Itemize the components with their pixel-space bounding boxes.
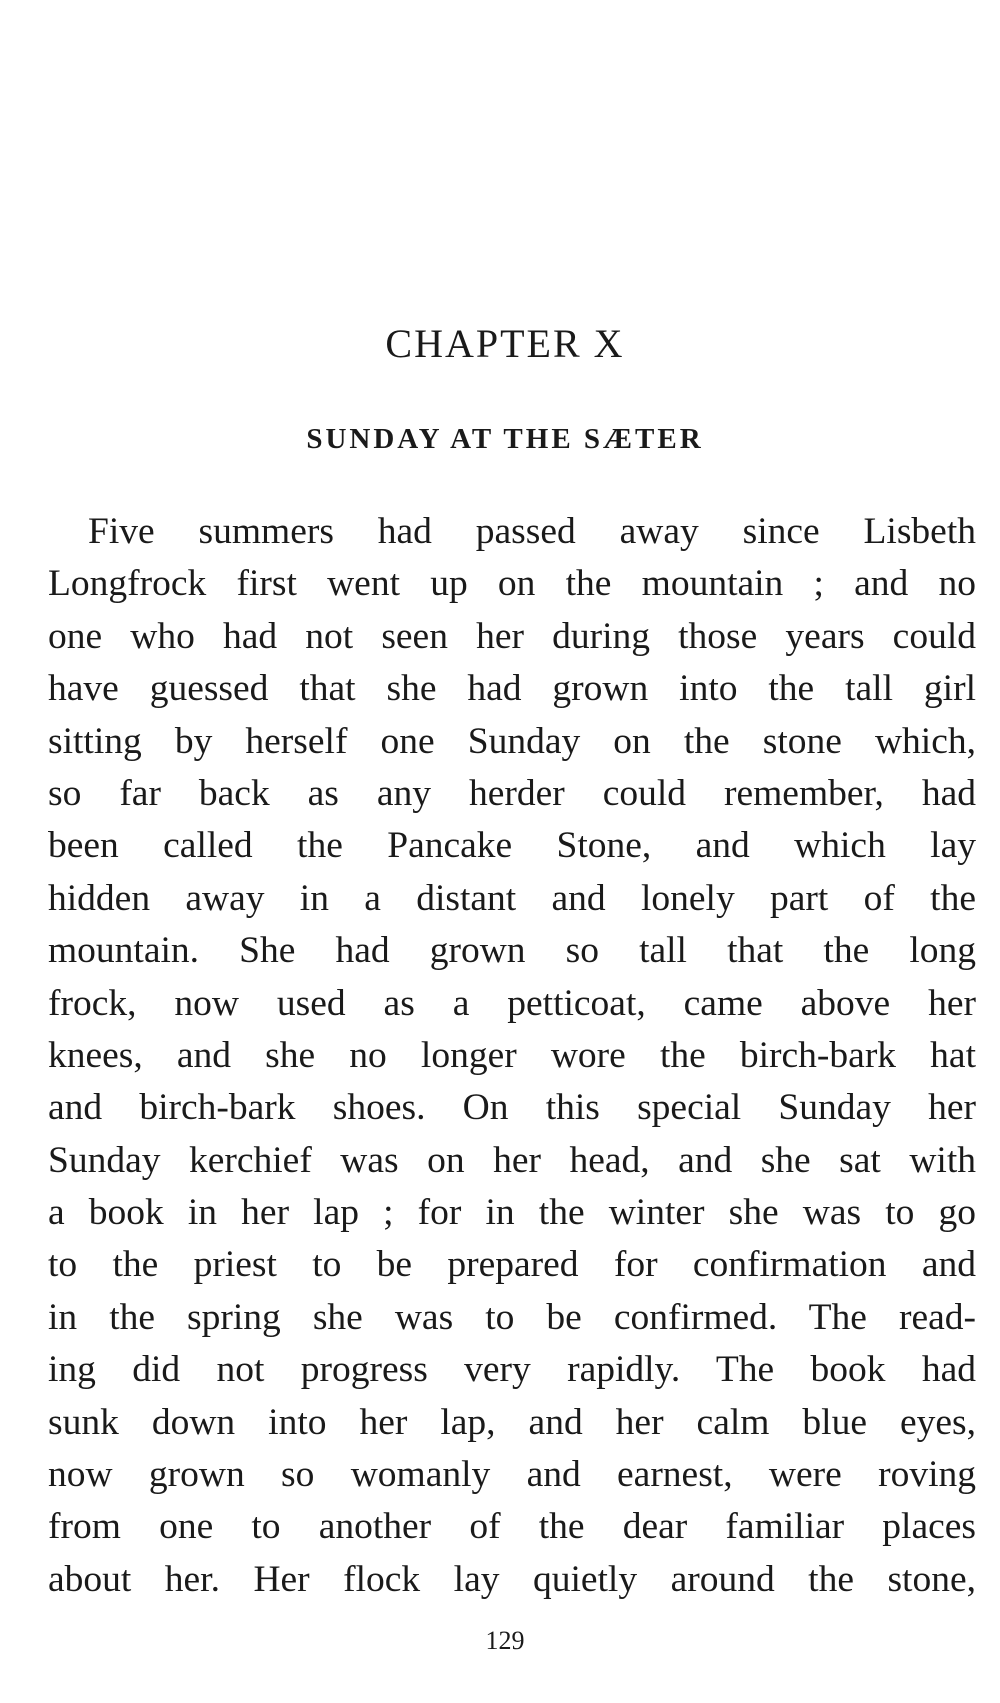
chapter-heading: CHAPTER X — [385, 321, 625, 366]
text-line: frock, now used as a petticoat, came above her — [48, 982, 976, 1024]
text-line: sunk down into her lap, and her calm blue eyes, — [48, 1401, 976, 1443]
text-line: Longfrock first went up on the mountain ; and no — [48, 563, 976, 605]
text-line: sitting by herself one Sunday on the stone which, — [48, 720, 976, 762]
text-line: have guessed that she had grown into the tall girl — [48, 668, 976, 710]
text-line: ing did not progress very rapidly. The book had — [48, 1349, 976, 1391]
text-line: from one to another of the dear familiar places — [48, 1506, 976, 1548]
text-line: to the priest to be prepared for confirmation and — [48, 1244, 976, 1286]
text-line: in the spring she was to be confirmed. The read- — [48, 1296, 976, 1338]
text-line: and birch-bark shoes. On this special Sunday her — [48, 1087, 976, 1129]
text-line: been called the Pancake Stone, and which lay — [48, 825, 976, 867]
text-line: mountain. She had grown so tall that the long — [48, 930, 976, 972]
page-number: 129 — [485, 1626, 525, 1655]
text-line: now grown so womanly and earnest, were roving — [48, 1454, 976, 1496]
text-line: one who had not seen her during those years could — [48, 615, 976, 657]
text-line: so far back as any herder could remember, had — [48, 772, 976, 814]
chapter-subtitle: SUNDAY AT THE SÆTER — [306, 423, 704, 455]
text-line: Five summers had passed away since Lisbeth — [88, 511, 976, 552]
text-line: knees, and she no longer wore the birch-bark hat — [48, 1034, 976, 1076]
text-line: Sunday kerchief was on her head, and she sat with — [48, 1139, 976, 1181]
text-line: a book in her lap ; for in the winter she was to go — [48, 1192, 976, 1234]
text-line: hidden away in a distant and lonely part of the — [48, 877, 976, 919]
body-text — [48, 506, 976, 1606]
text-line: about her. Her flock lay quietly around the stone, — [48, 1558, 976, 1600]
